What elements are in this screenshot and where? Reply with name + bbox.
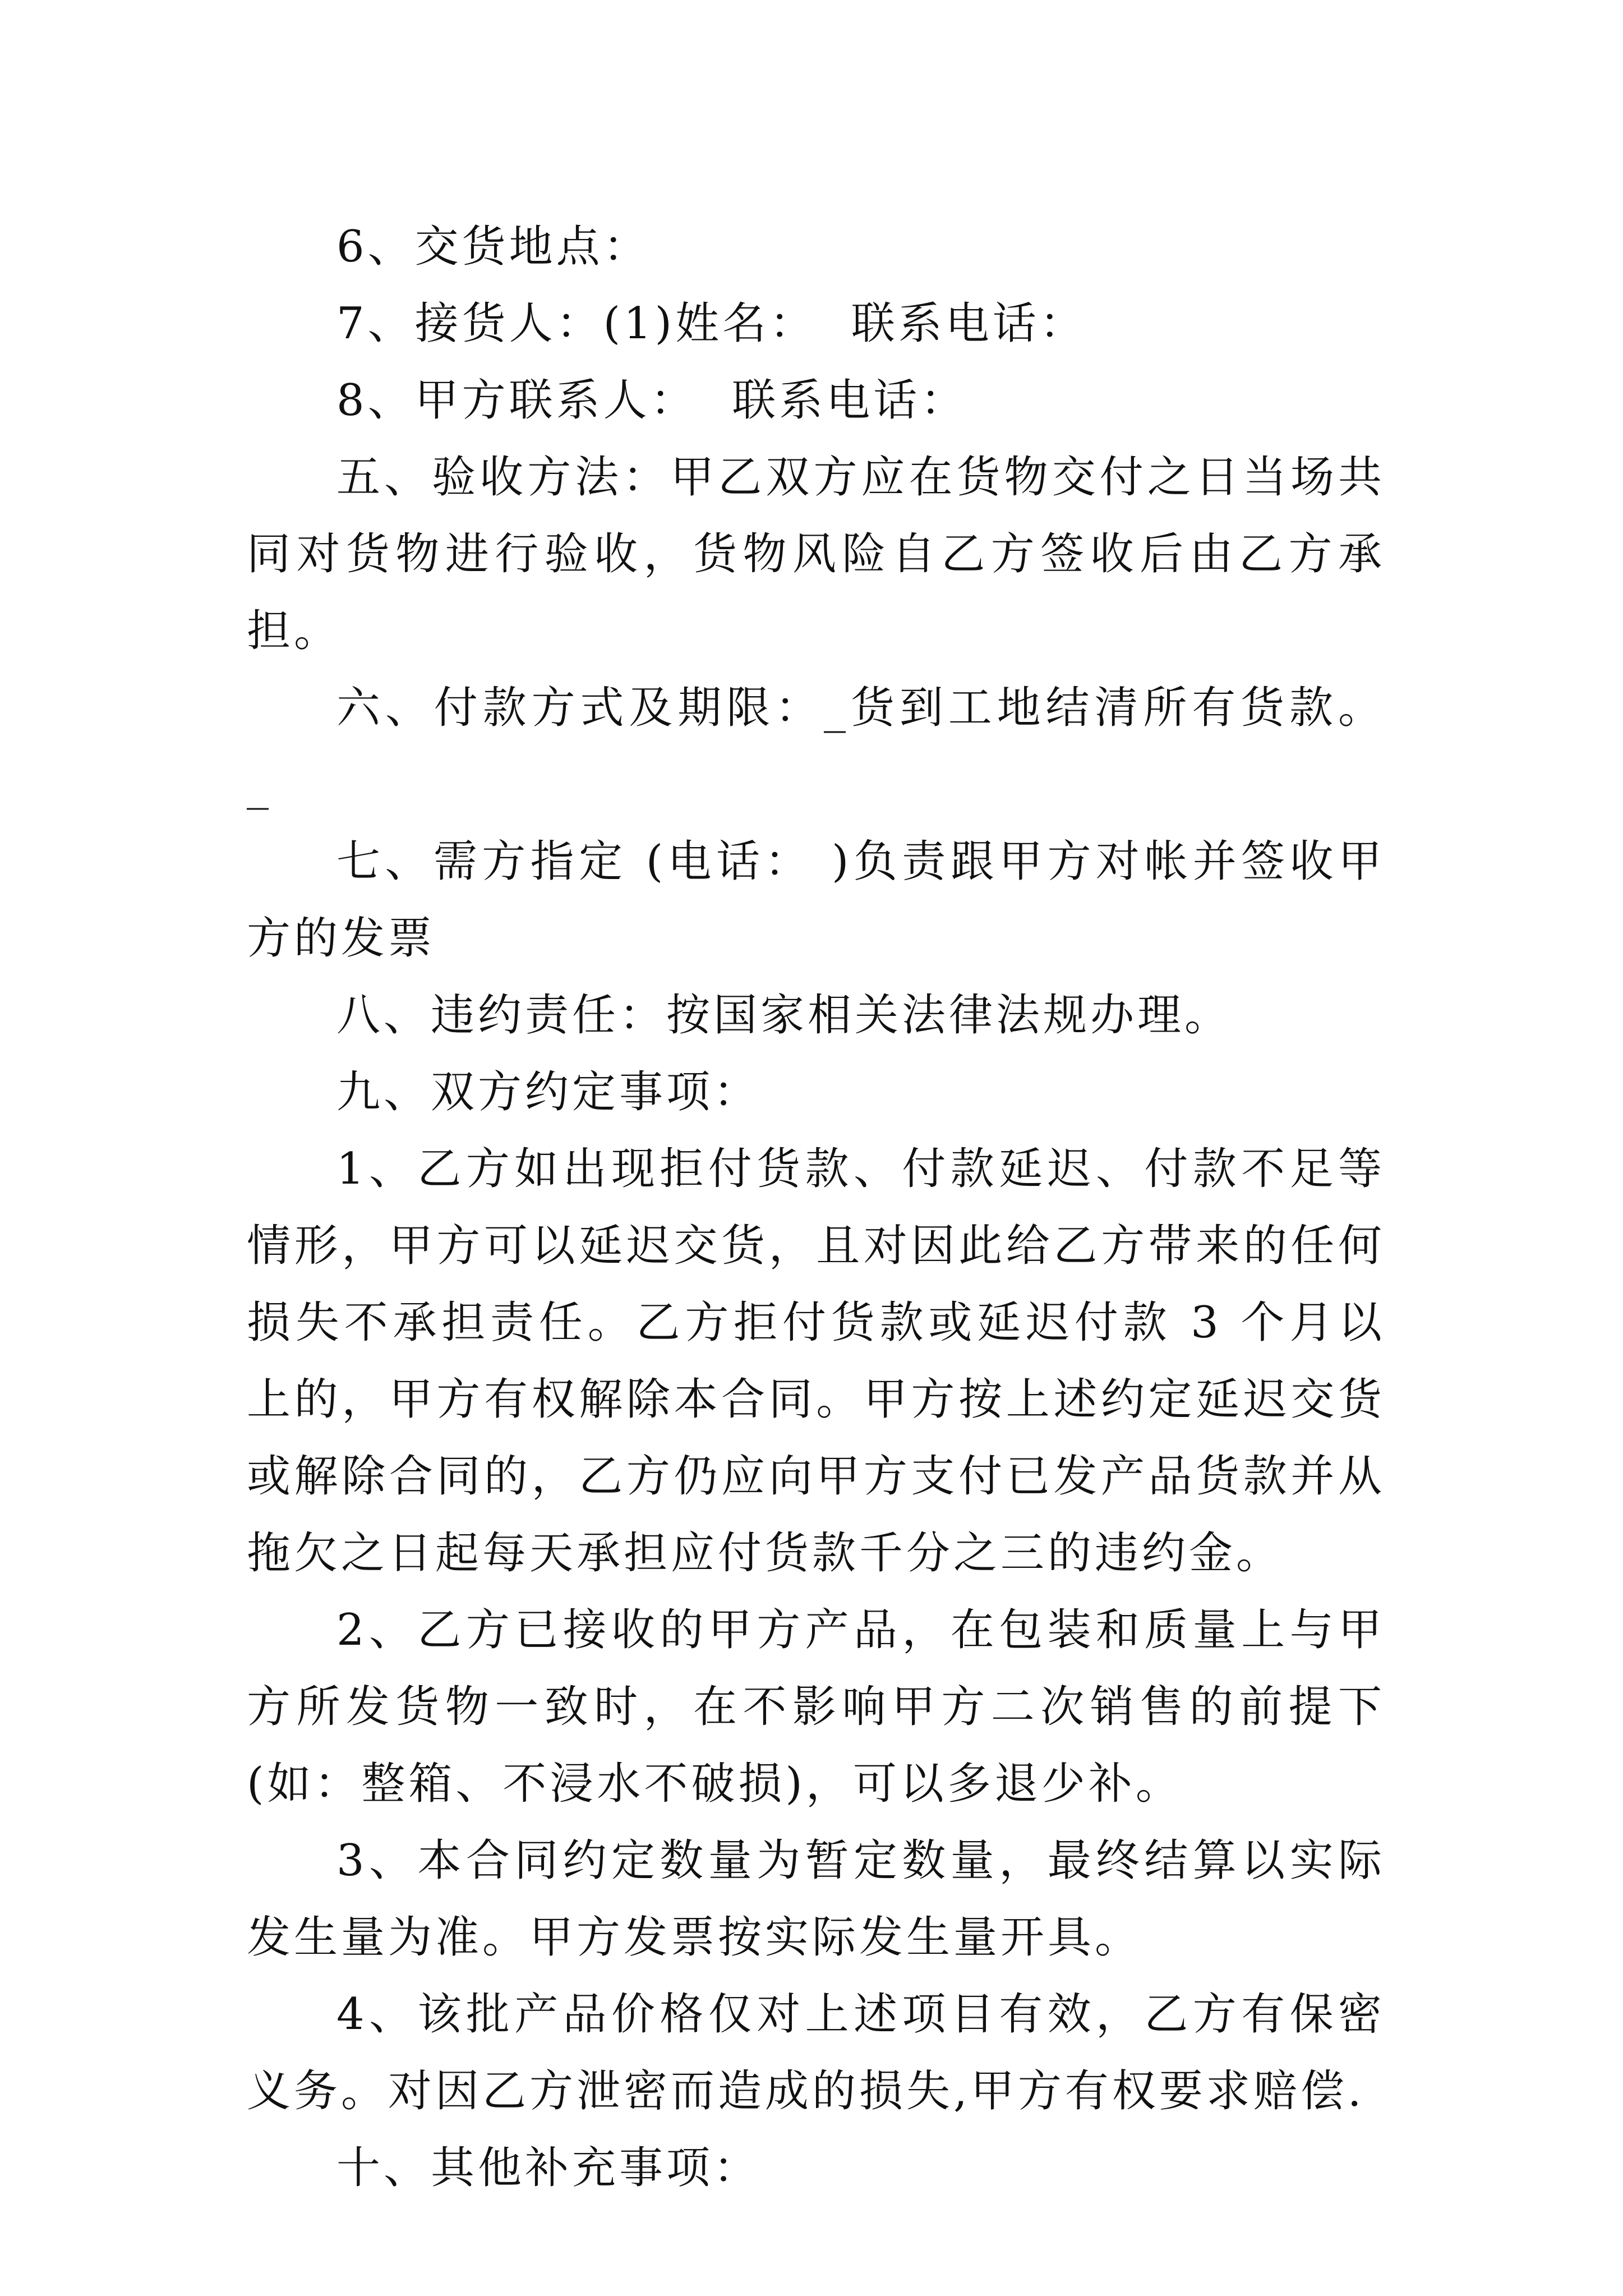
agreed-matter-1: 1、乙方如出现拒付货款、付款延迟、付款不足等情形，甲方可以延迟交货，且对因此给乙方带来的任何损失不承担责任。乙方拒付货款或延迟付款 3 个月以上的，甲方有权解除本合同。甲方按上述约定延迟交货或解除合同的，乙方仍应向甲方支付已发产品货款并从拖欠之日起每天承担应付货款千分之三的违约金。 — [247, 1144, 1385, 1579]
document-body — [247, 209, 1403, 2207]
receiver-line: 7、接货人：(1)姓名： 联系电话： — [336, 298, 1087, 349]
party-a-contact-line: 8、甲方联系人： 联系电话： — [336, 375, 968, 426]
payment-terms-clause: 六、付款方式及期限：_货到工地结清所有货款。 _ — [247, 683, 1403, 810]
buyer-designee-clause: 七、需方指定 (电话： )负责跟甲方对帐并签收甲方的发票 — [247, 836, 1385, 964]
agreed-matter-2: 2、乙方已接收的甲方产品，在包装和质量上与甲方所发货物一致时，在不影响甲方二次销售的前提下(如：整箱、不浸水不破损)，可以多退少补。 — [247, 1605, 1385, 1809]
agreed-matter-4: 4、该批产品价格仅对上述项目有效，乙方有保密义务。对因乙方泄密而造成的损失,甲方有权要求赔偿. — [247, 1989, 1385, 2116]
agreed-matters-heading: 九、双方约定事项： — [336, 1067, 761, 1117]
agreed-matter-3: 3、本合同约定数量为暂定数量，最终结算以实际发生量为准。甲方发票按实际发生量开具。 — [247, 1835, 1385, 1963]
delivery-location-line: 6、交货地点： — [336, 222, 651, 272]
other-matters-heading: 十、其他补充事项： — [336, 2143, 761, 2193]
breach-liability-clause: 八、违约责任：按国家相关法律法规办理。 — [336, 990, 1232, 1041]
inspection-method-clause: 五、验收方法：甲乙双方应在货物交付之日当场共同对货物进行验收，货物风险自乙方签收后由乙方承担。 — [247, 452, 1385, 656]
